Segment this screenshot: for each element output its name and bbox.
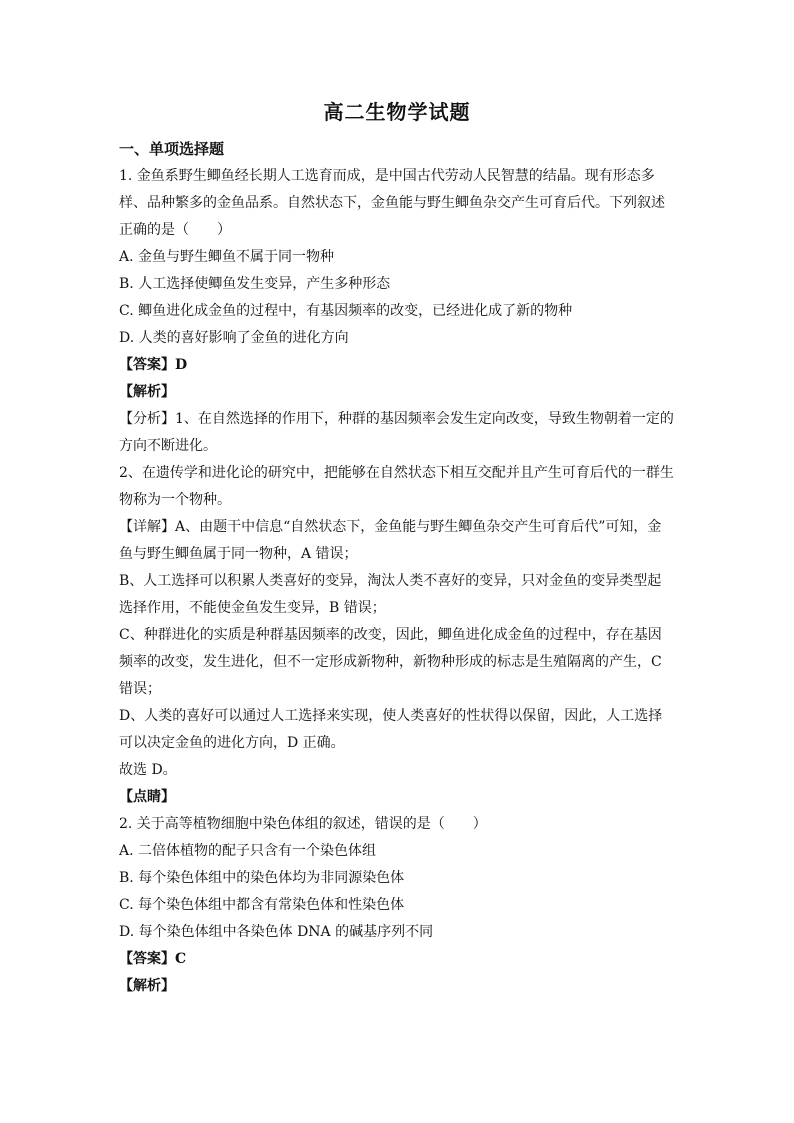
- detail-line-3: B、人工选择可以积累人类喜好的变异，淘汰人类不喜好的变异，只对金鱼的变异类型起: [119, 573, 662, 589]
- question-1-option-b: B. 人工选择使鲫鱼发生变异，产生多种形态: [119, 276, 391, 292]
- page-title: 高二生物学试题: [323, 100, 471, 124]
- detail-line-6: 频率的改变，发生进化，但不一定形成新物种，新物种形成的标志是生殖隔离的产生，C: [119, 654, 662, 670]
- question-1-option-d: D. 人类的喜好影响了金鱼的进化方向: [119, 330, 349, 346]
- detail-line-2: 鱼与野生鲫鱼属于同一物种，A 错误；: [119, 546, 358, 562]
- detail-line-7: 错误；: [119, 681, 161, 697]
- question-2-option-c: C. 每个染色体组中都含有常染色体和性染色体: [119, 897, 405, 913]
- analysis-line-1: 【分析】1、在自然选择的作用下，种群的基因频率会发生定向改变，导致生物朝着一定的: [119, 411, 674, 427]
- question-1-stem-line-1: 1. 金鱼系野生鲫鱼经长期人工选育而成，是中国古代劳动人民智慧的结晶。现有形态多: [119, 168, 655, 184]
- analysis-line-3: 2、在遗传学和进化论的研究中，把能够在自然状态下相互交配并且产生可育后代的一群生: [119, 465, 674, 481]
- detail-line-1: 【详解】A、由题干中信息“自然状态下，金鱼能与野生鲫鱼杂交产生可育后代”可知，金: [119, 519, 662, 535]
- question-1-stem-line-2: 样、品种繁多的金鱼品系。自然状态下，金鱼能与野生鲫鱼杂交产生可育后代。下列叙述: [119, 195, 665, 211]
- analysis-line-2: 方向不断进化。: [119, 438, 217, 454]
- section-heading: 一、单项选择题: [119, 140, 225, 158]
- detail-line-5: C、种群进化的实质是种群基因频率的改变，因此，鲫鱼进化成金鱼的过程中，存在基因: [119, 627, 662, 643]
- question-1-comment-label: 【点睛】: [119, 789, 175, 805]
- question-2-stem: 2. 关于高等植物细胞中染色体组的叙述，错误的是（ ）: [119, 816, 487, 832]
- detail-line-4: 选择作用，不能使金鱼发生变异，B 错误；: [119, 600, 386, 616]
- analysis-line-4: 物称为一个物种。: [119, 492, 231, 508]
- detail-line-9: 可以决定金鱼的进化方向，D 正确。: [119, 735, 345, 751]
- question-1-stem-line-3: 正确的是（ ）: [119, 222, 231, 238]
- question-1-option-c: C. 鲫鱼进化成金鱼的过程中，有基因频率的改变，已经进化成了新的物种: [119, 303, 573, 319]
- question-1-analysis-label: 【解析】: [119, 384, 175, 400]
- question-2-option-a: A. 二倍体植物的配子只含有一个染色体组: [119, 843, 377, 859]
- detail-line-8: D、人类的喜好可以通过人工选择来实现，使人类喜好的性状得以保留，因此，人工选择: [119, 708, 663, 724]
- question-1-answer: 【答案】D: [119, 357, 188, 373]
- document-body: [119, 136, 679, 1000]
- question-1-conclusion: 故选 D。: [119, 762, 177, 778]
- question-2-option-b: B. 每个染色体组中的染色体均为非同源染色体: [119, 870, 405, 886]
- question-2-analysis-label: 【解析】: [119, 978, 175, 994]
- question-2-answer: 【答案】C: [119, 951, 187, 967]
- question-2-option-d: D. 每个染色体组中各染色体 DNA 的碱基序列不同: [119, 924, 434, 940]
- question-1-option-a: A. 金鱼与野生鲫鱼不属于同一物种: [119, 249, 335, 265]
